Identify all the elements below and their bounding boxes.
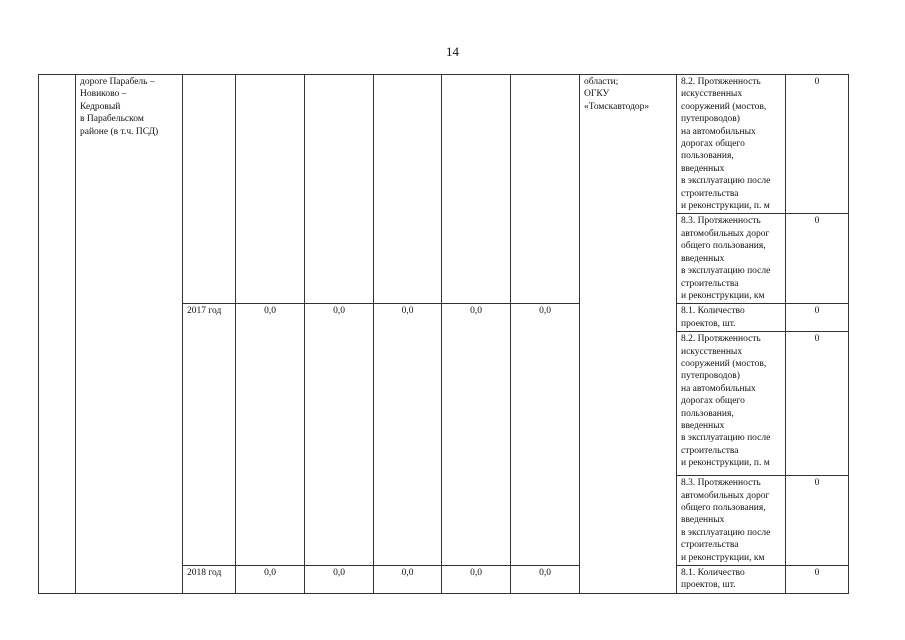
indicator-8-3: 8.3. Протяженность автомобильных дорог общего пользования, введенных в эксплуатацию после строительства и реконструкции, км	[681, 478, 771, 563]
value-cell: 0,0	[236, 304, 305, 566]
program-table	[38, 74, 849, 594]
year-cell	[183, 75, 236, 304]
value-cell	[511, 75, 580, 304]
indicator-value: 0	[786, 476, 849, 566]
value-cell	[374, 75, 442, 304]
value-cell: 0,0	[442, 304, 511, 566]
executor-cell	[580, 75, 677, 594]
indicator-8-3: 8.3. Протяженность автомобильных дорог общего пользования, введенных в эксплуатацию после строительства и реконструкции, км	[681, 216, 771, 301]
value-cell: 0,0	[442, 565, 511, 593]
indicator-cell	[677, 332, 786, 476]
year-label: 2017 год	[183, 304, 236, 566]
indicator-value: 0	[786, 75, 849, 214]
indicator-8-1: 8.1. Количество проектов, шт.	[681, 567, 745, 591]
indicator-value: 0	[786, 304, 849, 332]
value-cell	[236, 75, 305, 304]
indicator-cell	[677, 565, 786, 593]
value-cell: 0,0	[511, 304, 580, 566]
indicator-value: 0	[786, 214, 849, 304]
page-number: 14	[446, 44, 459, 59]
indicator-8-2: 8.2. Протяженность искусственных сооружений (мостов, путепроводов) на автомобильных дорогах общего пользования, введенных в эксплуатацию после строительства и реконструкции, п. м	[681, 334, 771, 469]
measure-name: дороге Парабель – Новиково – Кедровый в Парабельском районе (в т.ч. ПСД)	[80, 77, 159, 137]
value-cell: 0,0	[374, 565, 442, 593]
value-cell	[305, 75, 374, 304]
indicator-value: 0	[786, 332, 849, 476]
executor-text: области; ОГКУ «Томскавтодор»	[584, 77, 650, 112]
year-label: 2018 год	[183, 565, 236, 593]
value-cell: 0,0	[236, 565, 305, 593]
value-cell: 0,0	[511, 565, 580, 593]
measure-name-cell	[76, 75, 183, 594]
table-row	[39, 75, 849, 214]
indicator-8-2: 8.2. Протяженность искусственных сооружений (мостов, путепроводов) на автомобильных дорогах общего пользования, введенных в эксплуатацию после строительства и реконструкции, п. м	[681, 77, 771, 212]
indicator-cell	[677, 304, 786, 332]
number-cell	[39, 75, 76, 594]
indicator-cell	[677, 476, 786, 566]
indicator-value: 0	[786, 565, 849, 593]
value-cell: 0,0	[305, 304, 374, 566]
value-cell: 0,0	[374, 304, 442, 566]
indicator-cell	[677, 75, 786, 214]
value-cell	[442, 75, 511, 304]
indicator-cell	[677, 214, 786, 304]
indicator-8-1: 8.1. Количество проектов, шт.	[681, 306, 745, 329]
value-cell: 0,0	[305, 565, 374, 593]
